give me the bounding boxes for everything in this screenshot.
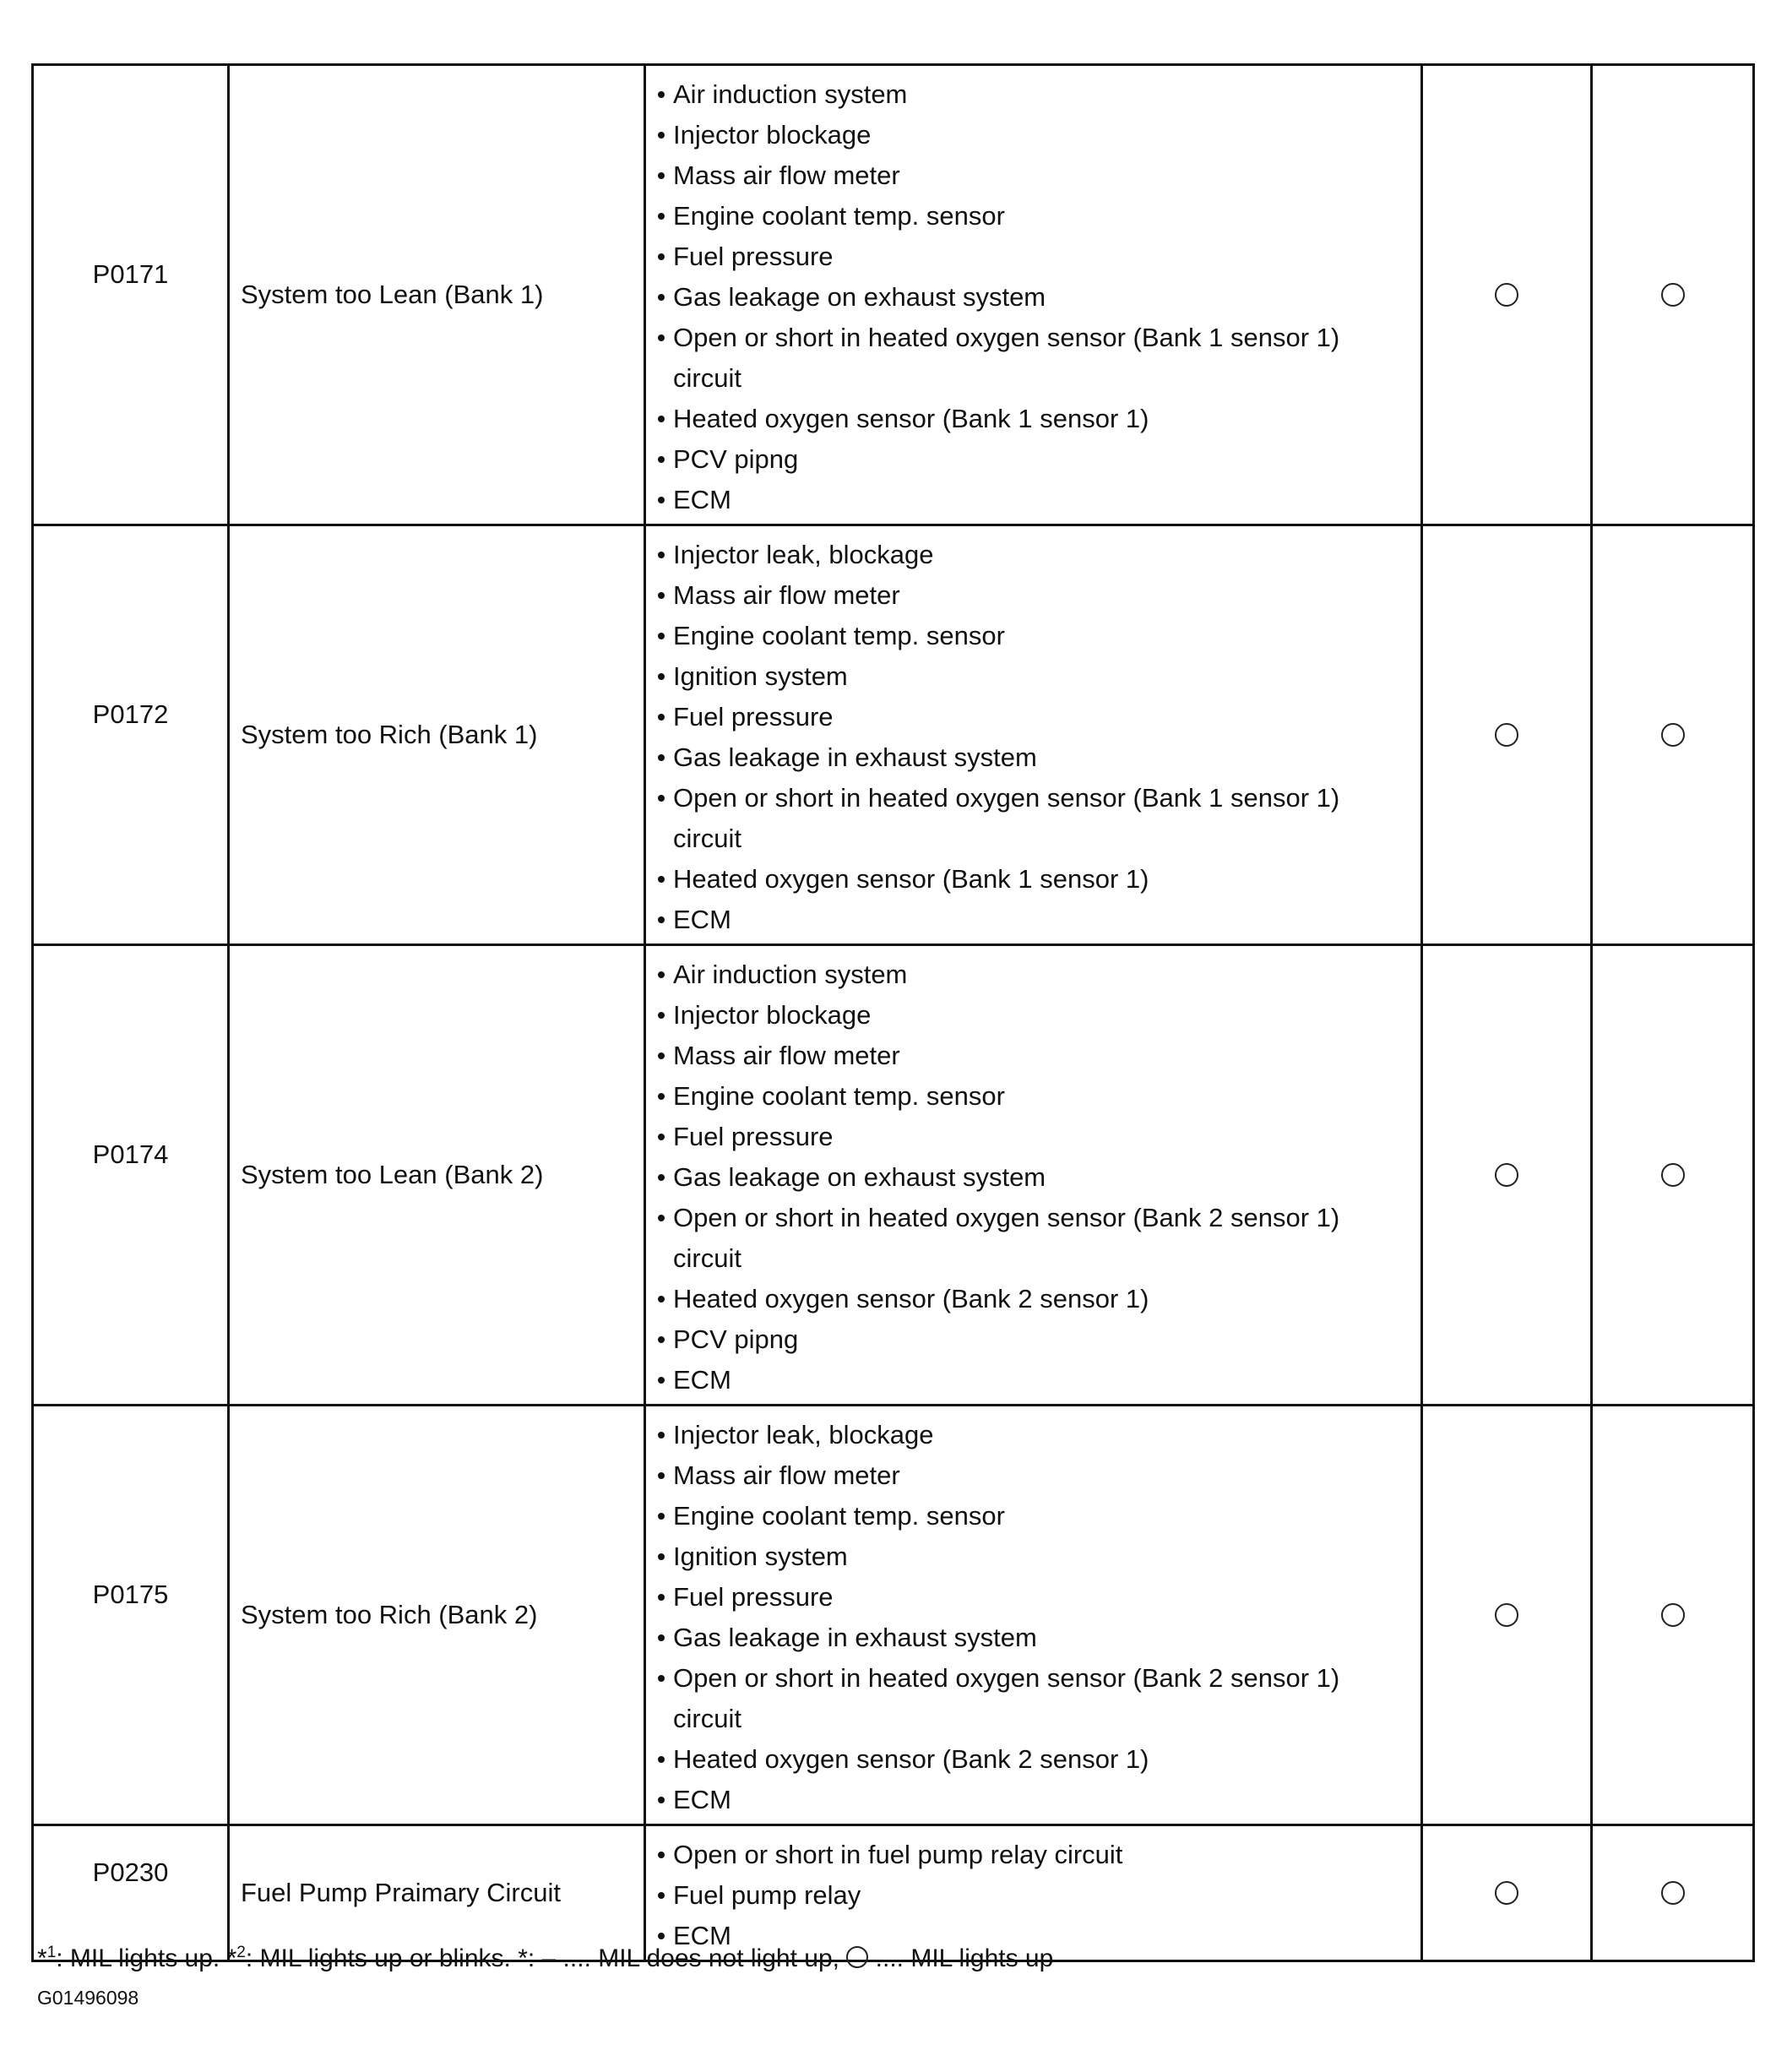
list-item: Open or short in heated oxygen sensor (Bank 1 sensor 1) — [655, 778, 1412, 818]
list-item: circuit — [673, 824, 741, 853]
list-item: Ignition system — [655, 1536, 1412, 1577]
list-item: Fuel pressure — [655, 237, 1412, 277]
list-item: Mass air flow meter — [655, 1455, 1412, 1496]
table-row — [33, 945, 1754, 1406]
dtc-code: P0174 — [92, 1139, 169, 1169]
dtc-name: System too Rich (Bank 2) — [229, 1406, 645, 1825]
trouble-area-list — [655, 74, 1412, 520]
list-item: Engine coolant temp. sensor — [655, 616, 1412, 656]
list-item: Open or short in heated oxygen sensor (Bank 1 sensor 1) — [655, 318, 1412, 358]
footnote-text-2: : MIL lights up or blinks. *: – .... MIL does not light up, — [245, 1944, 847, 1972]
circle-icon — [1661, 723, 1685, 747]
dtc-name: System too Lean (Bank 1) — [229, 65, 645, 525]
list-item: Injector leak, blockage — [655, 535, 1412, 575]
list-item: Open or short in fuel pump relay circuit — [655, 1835, 1412, 1875]
footnote-text-1: : MIL lights up. — [56, 1944, 227, 1972]
list-item: PCV pipng — [655, 1319, 1412, 1360]
mil-indicator-2 — [1592, 1825, 1754, 1961]
dtc-code-cell — [33, 525, 229, 945]
list-item: Engine coolant temp. sensor — [655, 196, 1412, 237]
mil-indicator-2 — [1592, 525, 1754, 945]
trouble-area-cell — [645, 525, 1422, 945]
list-item: Fuel pressure — [655, 1117, 1412, 1157]
dtc-code-cell — [33, 65, 229, 525]
trouble-area-cell — [645, 65, 1422, 525]
table-row — [33, 525, 1754, 945]
list-item: Injector blockage — [655, 115, 1412, 155]
dtc-code-cell — [33, 1406, 229, 1825]
circle-icon — [1661, 1881, 1685, 1905]
dtc-name: System too Rich (Bank 1) — [229, 525, 645, 945]
list-item: ECM — [655, 900, 1412, 940]
circle-icon — [1495, 1163, 1518, 1187]
list-item: Fuel pressure — [655, 1577, 1412, 1618]
list-item: Ignition system — [655, 656, 1412, 697]
list-item: Fuel pressure — [655, 697, 1412, 737]
circle-icon — [1495, 283, 1518, 307]
list-item: circuit — [673, 1704, 741, 1733]
mil-indicator-2 — [1592, 1406, 1754, 1825]
footnote — [37, 1944, 1053, 1973]
list-item: circuit — [673, 363, 741, 393]
circle-icon — [1495, 1881, 1518, 1905]
list-item: Heated oxygen sensor (Bank 1 sensor 1) — [655, 399, 1412, 439]
table-row — [33, 1406, 1754, 1825]
list-item: Gas leakage on exhaust system — [655, 277, 1412, 318]
mil-indicator-2 — [1592, 945, 1754, 1406]
dtc-code: P0175 — [92, 1580, 169, 1609]
dtc-table — [31, 63, 1755, 1962]
list-item: Gas leakage on exhaust system — [655, 1157, 1412, 1198]
circle-icon — [846, 1946, 868, 1968]
dtc-table-body — [33, 65, 1754, 1961]
circle-icon — [1495, 1603, 1518, 1627]
list-item: Mass air flow meter — [655, 155, 1412, 196]
circle-icon — [1495, 723, 1518, 747]
list-item: Gas leakage in exhaust system — [655, 1618, 1412, 1658]
dtc-name: Fuel Pump Praimary Circuit — [229, 1825, 645, 1961]
trouble-area-list — [655, 1835, 1412, 1956]
mil-indicator-1 — [1422, 945, 1592, 1406]
list-item: Air induction system — [655, 954, 1412, 995]
footnote-mark-1-sup: 1 — [46, 1944, 57, 1961]
list-item: Mass air flow meter — [655, 575, 1412, 616]
table-row — [33, 1825, 1754, 1961]
list-item: Gas leakage in exhaust system — [655, 737, 1412, 778]
list-item: Engine coolant temp. sensor — [655, 1076, 1412, 1117]
circle-icon — [1661, 283, 1685, 307]
list-item: Mass air flow meter — [655, 1036, 1412, 1076]
dtc-code: P0171 — [92, 259, 169, 289]
mil-indicator-1 — [1422, 1825, 1592, 1961]
mil-indicator-1 — [1422, 1406, 1592, 1825]
list-item: Fuel pump relay — [655, 1875, 1412, 1916]
trouble-area-list — [655, 954, 1412, 1400]
list-item: Air induction system — [655, 74, 1412, 115]
list-item: Open or short in heated oxygen sensor (Bank 2 sensor 1) — [655, 1198, 1412, 1238]
trouble-area-cell — [645, 945, 1422, 1406]
mil-indicator-1 — [1422, 525, 1592, 945]
dtc-name: System too Lean (Bank 2) — [229, 945, 645, 1406]
list-item: ECM — [655, 1780, 1412, 1820]
footnote-mark-2: * — [226, 1944, 237, 1972]
list-item: ECM — [655, 480, 1412, 520]
dtc-code-cell — [33, 945, 229, 1406]
table-row — [33, 65, 1754, 525]
list-item: Heated oxygen sensor (Bank 2 sensor 1) — [655, 1279, 1412, 1319]
dtc-code: P0172 — [92, 699, 169, 729]
list-item: Injector leak, blockage — [655, 1415, 1412, 1455]
trouble-area-cell — [645, 1406, 1422, 1825]
mil-indicator-1 — [1422, 65, 1592, 525]
footnote-mark-1: * — [37, 1944, 47, 1972]
footnote-mark-2-sup: 2 — [236, 1944, 246, 1961]
list-item: Open or short in heated oxygen sensor (Bank 2 sensor 1) — [655, 1658, 1412, 1699]
list-item: Injector blockage — [655, 995, 1412, 1036]
dtc-code: P0230 — [92, 1857, 169, 1887]
trouble-area-list — [655, 535, 1412, 940]
mil-indicator-2 — [1592, 65, 1754, 525]
figure-id: G01496098 — [37, 1987, 139, 2009]
trouble-area-cell — [645, 1825, 1422, 1961]
list-item: ECM — [655, 1360, 1412, 1400]
list-item: ECM — [655, 1916, 1412, 1956]
list-item: PCV pipng — [655, 439, 1412, 480]
list-item: Engine coolant temp. sensor — [655, 1496, 1412, 1536]
list-item: Heated oxygen sensor (Bank 1 sensor 1) — [655, 859, 1412, 900]
list-item: circuit — [673, 1243, 741, 1273]
footnote-text-3: .... MIL lights up — [868, 1944, 1054, 1972]
circle-icon — [1661, 1603, 1685, 1627]
circle-icon — [1661, 1163, 1685, 1187]
dtc-code-cell — [33, 1825, 229, 1961]
trouble-area-list — [655, 1415, 1412, 1820]
list-item: Heated oxygen sensor (Bank 2 sensor 1) — [655, 1739, 1412, 1780]
